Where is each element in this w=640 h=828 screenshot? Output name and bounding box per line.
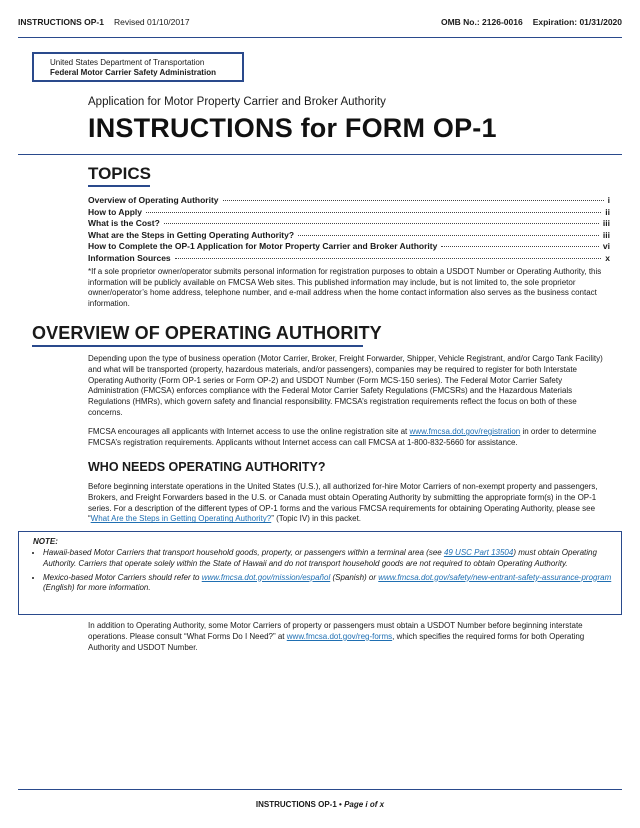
agency-box <box>32 52 244 82</box>
header-divider <box>18 37 622 38</box>
steps-topic-link[interactable]: What Are the Steps in Getting Operating Authority? <box>90 514 272 524</box>
text: Before beginning interstate operations in the United States (U.S.), all authorized for-hire Motor Carriers of non-exempt property and passengers, Brokers, and Freight Forwarders based in the U.S. or Canada must obtain Operating Authority by submitting the appropriate form(s) in the OP-1 series. For a description of the different types of OP-1 forms and the various FMCSA requirements for obtaining Operating Authority, please see “ <box>88 482 598 524</box>
toc-leader <box>298 235 599 236</box>
footer-bullet: • <box>339 800 342 809</box>
closing-paragraph <box>88 621 610 653</box>
toc-item-overview[interactable] <box>88 195 610 207</box>
page-footer <box>0 800 640 809</box>
text: in order to determine FMCSA’s registration requirements. Applicants without Internet access can call FMCSA at 1-800-832-5660 for assistance. <box>88 427 597 447</box>
overview-paragraph-1: Depending upon the type of business operation (Motor Carrier, Broker, Freight Forwarder, Shipper, Vehicle Registrant, and/or Cargo Tank Facility) and what will be transported (property, hazardous materials, and/or passengers), companies may be required to register for both Interstate Operating Authority (Form OP-1 series or Form OP-2) and USDOT Number (Form MCS-150 series). The Federal Motor Carrier Safety Administration (FMCSA) enforces compliance with the Federal Motor Carrier Safety Regulations (FMCSRs) and the Hazardous Materials Regulations (HMRs), which govern safety and financial responsibility. FMCSA’s registration requirements reflect the focus on both of these concerns. <box>88 354 603 417</box>
header-doc-id: INSTRUCTIONS OP-1 <box>18 17 104 27</box>
toc-label: How to Complete the OP-1 Application for Motor Property Carrier and Broker Authority <box>88 241 438 251</box>
footer-doc-id: INSTRUCTIONS OP-1 <box>255 800 337 809</box>
privacy-footnote: *If a sole proprietor owner/operator submits personal information for registration purposes to obtain a USDOT Number or Operating Authority, this information will be publicly available on FMCSA Web sites. This published information may include, but is not limited to, the sole proprietor owner/operator’s home address, telephone number, and e-mail address when the home contact information also serves as the business contact information. <box>88 267 602 308</box>
agency-administration: Federal Motor Carrier Safety Administration <box>50 68 216 77</box>
toc-label: What is the Cost? <box>88 218 160 228</box>
registration-link[interactable]: www.fmcsa.dot.gov/registration <box>409 427 521 436</box>
toc-leader <box>175 258 602 259</box>
new-entrant-safety-link[interactable]: www.fmcsa.dot.gov/safety/new-entrant-safety-assurance-program <box>378 572 612 582</box>
footer-page-number: Page i of x <box>344 800 385 809</box>
toc-leader <box>164 223 599 224</box>
header-expiration: Expiration: 01/31/2020 <box>532 17 622 27</box>
toc-label: Overview of Operating Authority <box>88 195 219 205</box>
toc-label: How to Apply <box>88 206 142 217</box>
title-divider <box>18 154 622 155</box>
toc-leader <box>146 212 601 213</box>
text: (Spanish) or <box>330 572 379 582</box>
toc-page: ii <box>605 206 610 217</box>
text: Mexico-based Motor Carriers should refer to <box>43 572 202 582</box>
toc-leader <box>223 200 604 201</box>
toc-page: vi <box>602 241 610 251</box>
toc-item-cost[interactable] <box>88 218 610 230</box>
document-subtitle: Application for Motor Property Carrier and Broker Authority <box>88 96 386 108</box>
header-omb: OMB No.: 2126-0016 <box>440 17 523 27</box>
note-item-mexico <box>43 573 631 595</box>
who-needs-paragraph <box>88 482 610 525</box>
overview-underline <box>32 345 363 347</box>
mission-espanol-link[interactable]: www.fmcsa.dot.gov/mission/español <box>201 572 331 582</box>
header-right <box>431 17 622 27</box>
text: , which specifies the required forms for both Operating Authority and USDOT Number. <box>88 631 585 652</box>
overview-heading: OVERVIEW OF OPERATING AUTHORITY <box>32 323 382 343</box>
toc-page: x <box>605 252 610 263</box>
document-title: INSTRUCTIONS for FORM OP-1 <box>88 113 497 143</box>
footer-divider <box>18 789 622 790</box>
toc-page: iii <box>602 229 610 240</box>
header-left <box>18 17 190 27</box>
overview-paragraph-2 <box>88 427 610 449</box>
note-box <box>18 531 622 615</box>
text: ” (Topic IV) in this packet. <box>271 514 362 524</box>
toc-label: What are the Steps in Getting Operating Authority? <box>88 229 295 240</box>
reg-forms-link[interactable]: www.fmcsa.dot.gov/reg-forms <box>286 631 393 641</box>
toc-page: iii <box>602 218 610 228</box>
header-revised: Revised 01/10/2017 <box>113 17 190 27</box>
text: ) must obtain Operating Authority. Carriers that operate solely within the State of Hawaii and do not transport household goods are not required to obtain Operating Authority. <box>43 548 597 568</box>
usc-13504-link[interactable]: 49 USC Part 13504 <box>443 548 514 557</box>
toc-item-how-to-apply[interactable] <box>88 207 610 219</box>
text: In addition to Operating Authority, some Motor Carriers of property or passengers must obtain a USDOT Number before beginning interstate operations. Please consult “What Forms Do I Need?” at <box>88 621 583 641</box>
note-heading: NOTE: <box>33 537 58 546</box>
note-list <box>25 548 631 597</box>
text: FMCSA encourages all applicants with Internet access to use the online registration site at <box>88 427 410 436</box>
toc-leader <box>441 246 599 247</box>
text: (English) for more information. <box>43 583 151 593</box>
toc-item-info-sources[interactable] <box>88 253 610 265</box>
who-needs-heading: WHO NEEDS OPERATING AUTHORITY? <box>88 460 326 474</box>
text: Hawaii-based Motor Carriers that transport household goods, property, or passengers within a terminal area (see <box>43 548 444 557</box>
topics-heading: TOPICS <box>88 164 151 183</box>
table-of-contents <box>88 195 610 264</box>
toc-label: Information Sources <box>88 252 171 263</box>
toc-item-steps[interactable] <box>88 230 610 242</box>
topics-underline <box>88 185 150 187</box>
agency-department: United States Department of Transportation <box>50 58 205 67</box>
note-item-hawaii <box>43 548 631 570</box>
page-header <box>0 0 640 38</box>
toc-page: i <box>607 195 610 205</box>
toc-item-complete-op1[interactable] <box>88 241 610 253</box>
